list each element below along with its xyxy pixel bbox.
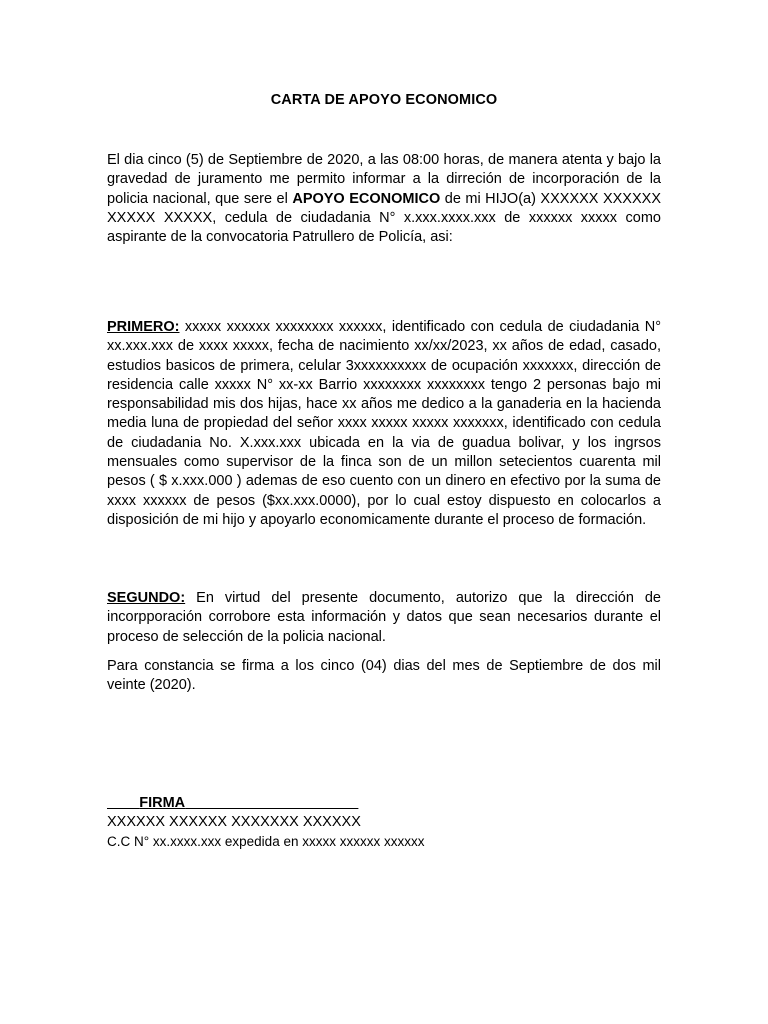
signature-label: FIRMA bbox=[139, 795, 186, 811]
segundo-text: En virtud del presente documento, autorizo que la dirección de incorpporación corrobore esta información y datos que sean necesarios durante el proceso de selección de la policia nacional. bbox=[107, 590, 661, 645]
constancia-paragraph: Para constancia se firma a los cinco (04) dias del mes de Septiembre de dos mil veinte (2020). bbox=[107, 658, 661, 694]
segundo-label: SEGUNDO: bbox=[107, 590, 186, 606]
primero-label: PRIMERO: bbox=[107, 319, 180, 335]
document-title: CARTA DE APOYO ECONOMICO bbox=[270, 92, 498, 108]
signature-underline-right bbox=[185, 795, 358, 811]
signature-id-line: C.C N° xx.xxxx.xxx expedida en xxxxx xxxxxx xxxxxx bbox=[107, 834, 425, 849]
intro-text-before: El dia cinco (5) de Septiembre de 2020, a las 08:00 horas, de manera atenta y bajo la gravedad de juramento me permito informar a la dirreción de incorporación de la policia nacional, que sere el bbox=[107, 152, 661, 207]
primero-text: xxxxx xxxxxx xxxxxxxx xxxxxx, identificado con cedula de ciudadania N° xx.xxx.xxx de xxxx xxxxx, fecha de nacimiento xx/xx/2023, xx años de edad, casado, estudios basicos de primera, celular 3xxxxxxxxxx de ocupación xxxxxxx, dirección de residencia calle xxxxx N° xx-xx Barrio xxxxxxxx xxxxxxxx tengo 2 personas bajo mi responsabilidad mis dos hijas, hace xx años me dedico a la ganaderia en la hacienda media luna de propiedad del señor xxxx xxxxx xxxxx xxxxxxx, identificado con cedula de ciudadania No. X.xxx.xxx ubicada en la via de guadua bolivar, y los ingrsos mensuales como supervisor de la finca son de un millon setecientos cuarenta mil pesos ( $ x.xxx.000 ) ademas de eso cuento con un dinero en efectivo por la suma de xxxx xxxxxx de pesos ($xx.xxx.0000), por lo cual estoy dispuesto en colocarlos a disposición de mi hijo y apoyarlo economicamente durante el proceso de formación. bbox=[107, 319, 661, 528]
signature-name: XXXXXX XXXXXX XXXXXXX XXXXXX bbox=[107, 814, 361, 830]
signature-line bbox=[107, 794, 358, 813]
primero-paragraph bbox=[107, 318, 661, 530]
signature-underline-left bbox=[107, 795, 139, 811]
intro-text-after: de mi HIJO(a) XXXXXX XXXXXX XXXXX XXXXX, cedula de ciudadania N° x.xxx.xxxx.xxx de xxxxxx xxxxx como aspirante de la convocatoria Patrullero de Policía, asi: bbox=[107, 190, 661, 246]
intro-paragraph bbox=[107, 151, 661, 247]
intro-bold-text: APOYO ECONOMICO bbox=[292, 190, 441, 207]
segundo-paragraph bbox=[107, 589, 661, 647]
